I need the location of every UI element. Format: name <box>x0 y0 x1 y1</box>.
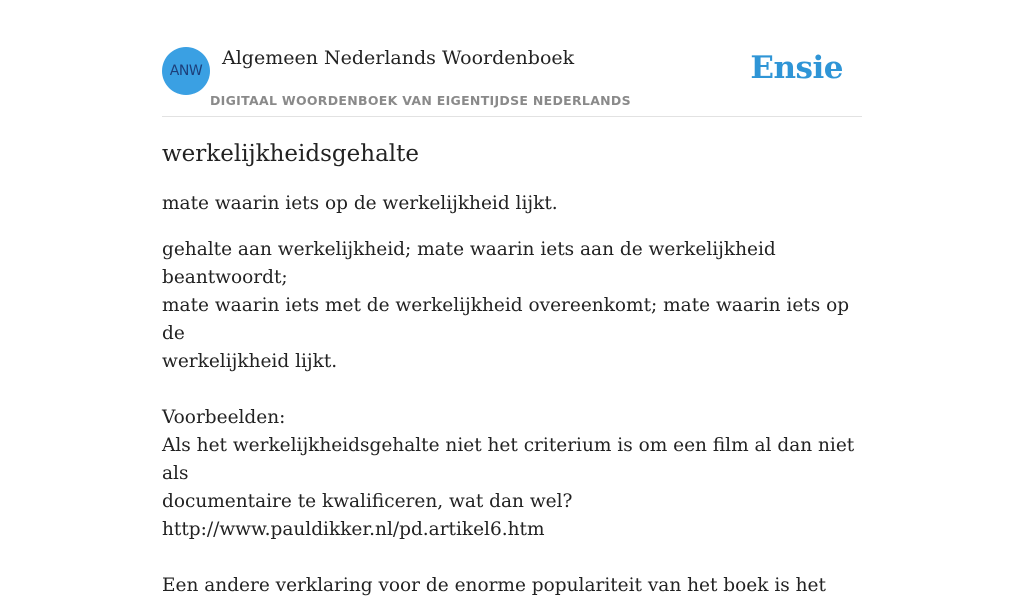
site-header <box>162 0 862 117</box>
short-definition: mate waarin iets op de werkelijkheid lijkt. <box>162 193 558 214</box>
examples-label: Voorbeelden: <box>162 407 286 428</box>
full-definition <box>162 236 862 600</box>
entry-word: werkelijkheidsgehalte <box>162 141 419 167</box>
spacer <box>162 544 862 572</box>
logo-text: ANW <box>169 63 203 79</box>
definition-line: gehalte aan werkelijkheid; mate waarin iets aan de werkelijkheid beantwoordt; <box>162 239 776 288</box>
site-title[interactable]: Algemeen Nederlands Woordenboek <box>222 47 575 69</box>
definition-line: mate waarin iets met de werkelijkheid overeenkomt; mate waarin iets op de <box>162 295 850 344</box>
example-line: documentaire te kwalificeren, wat dan wel? <box>162 491 573 512</box>
anw-logo[interactable] <box>162 47 210 95</box>
spacer <box>162 376 862 404</box>
site-subtitle: DIGITAAL WOORDENBOEK VAN EIGENTIJDSE NEDERLANDS <box>210 93 631 108</box>
entry-content <box>162 138 862 600</box>
example-line: Als het werkelijkheidsgehalte niet het criterium is om een film al dan niet als <box>162 435 855 484</box>
definition-line: werkelijkheid lijkt. <box>162 351 338 372</box>
example-line: Een andere verklaring voor de enorme populariteit van het boek is het <box>162 575 826 596</box>
example-source: http://www.pauldikker.nl/pd.artikel6.htm <box>162 519 545 540</box>
ensie-brand-logo[interactable]: Ensie <box>750 50 843 86</box>
